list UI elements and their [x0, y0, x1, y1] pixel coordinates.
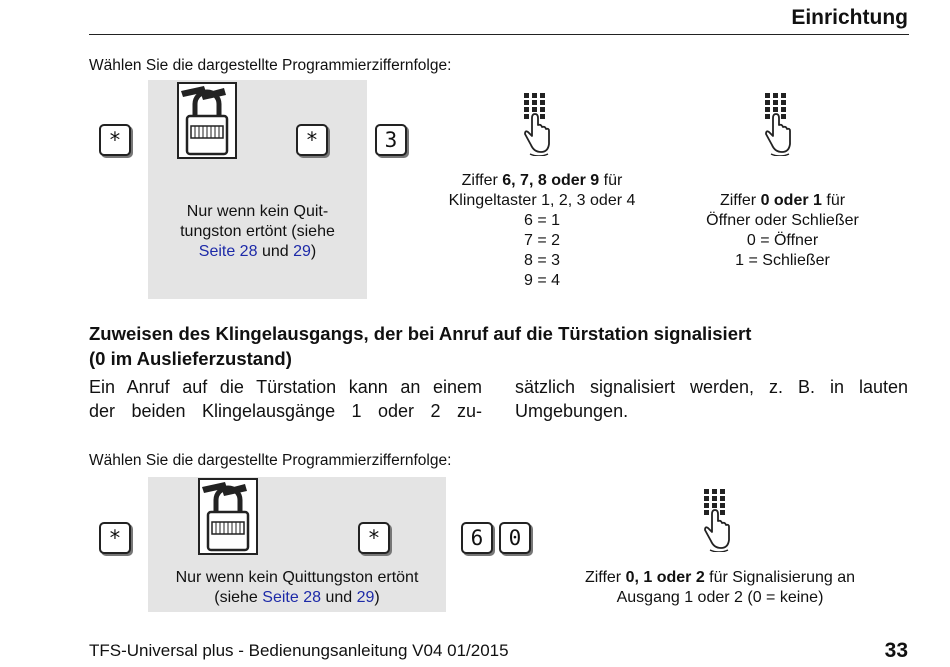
section-heading: Zuweisen des Klingelausgangs, der bei Anruf auf die Türstation signalisiert (0 im Auslieferzustand) — [89, 323, 752, 369]
digit-caption-b: Ziffer 0 oder 1 für Öffner oder Schließer 0 = Öffner 1 = Schließer — [706, 192, 859, 269]
key-star-2: * — [296, 124, 328, 156]
key-star-4: * — [358, 522, 390, 554]
instruction-text-1: Wählen Sie die dargestellte Programmierziffernfolge: — [89, 57, 452, 74]
key-digit-6: 6 — [461, 522, 493, 554]
page-number: 33 — [884, 639, 908, 662]
page-link-28[interactable]: Seite 28 — [262, 589, 321, 606]
key-digit-3: 3 — [375, 124, 407, 156]
body-column-left: Ein Anruf auf die Türstation kann an einem der beiden Klingelausgänge 1 oder 2 zu- — [89, 377, 482, 421]
footer-document-title: TFS-Universal plus - Bedienungsanleitung V04 01/2015 — [89, 641, 509, 660]
key-star-1: * — [99, 124, 131, 156]
digit-caption-a: Ziffer 6, 7, 8 oder 9 für Klingeltaster 1, 2, 3 oder 4 6 = 1 7 = 2 8 = 3 9 = 4 — [448, 172, 636, 289]
note-text-2: Nur wenn kein Quittungston ertönt (siehe Seite 28 und 29) — [175, 569, 419, 606]
digit-caption-c: Ziffer 0, 1 oder 2 für Signalisierung an Ausgang 1 oder 2 (0 = keine) — [584, 569, 856, 606]
keypad-hand-icon — [700, 488, 734, 552]
page-link-28[interactable]: Seite 28 — [198, 243, 258, 260]
key-star-3: * — [99, 522, 131, 554]
page-link-29[interactable]: 29 — [293, 243, 311, 260]
lock-icon — [177, 82, 237, 159]
keypad-hand-icon — [761, 92, 795, 156]
body-column-right: sätzlich signalisiert werden, z. B. in lauten Umgebungen. — [515, 377, 908, 421]
page-link-29[interactable]: 29 — [356, 589, 375, 606]
key-digit-0: 0 — [499, 522, 531, 554]
lock-icon — [198, 478, 258, 555]
page-section-title: Einrichtung — [791, 6, 908, 29]
note-text-1: Nur wenn kein Quit- tungston ertönt (siehe Seite 28 und 29) — [180, 203, 335, 260]
instruction-text-2: Wählen Sie die dargestellte Programmierziffernfolge: — [89, 452, 452, 469]
header-divider — [89, 34, 909, 35]
keypad-hand-icon — [520, 92, 554, 156]
